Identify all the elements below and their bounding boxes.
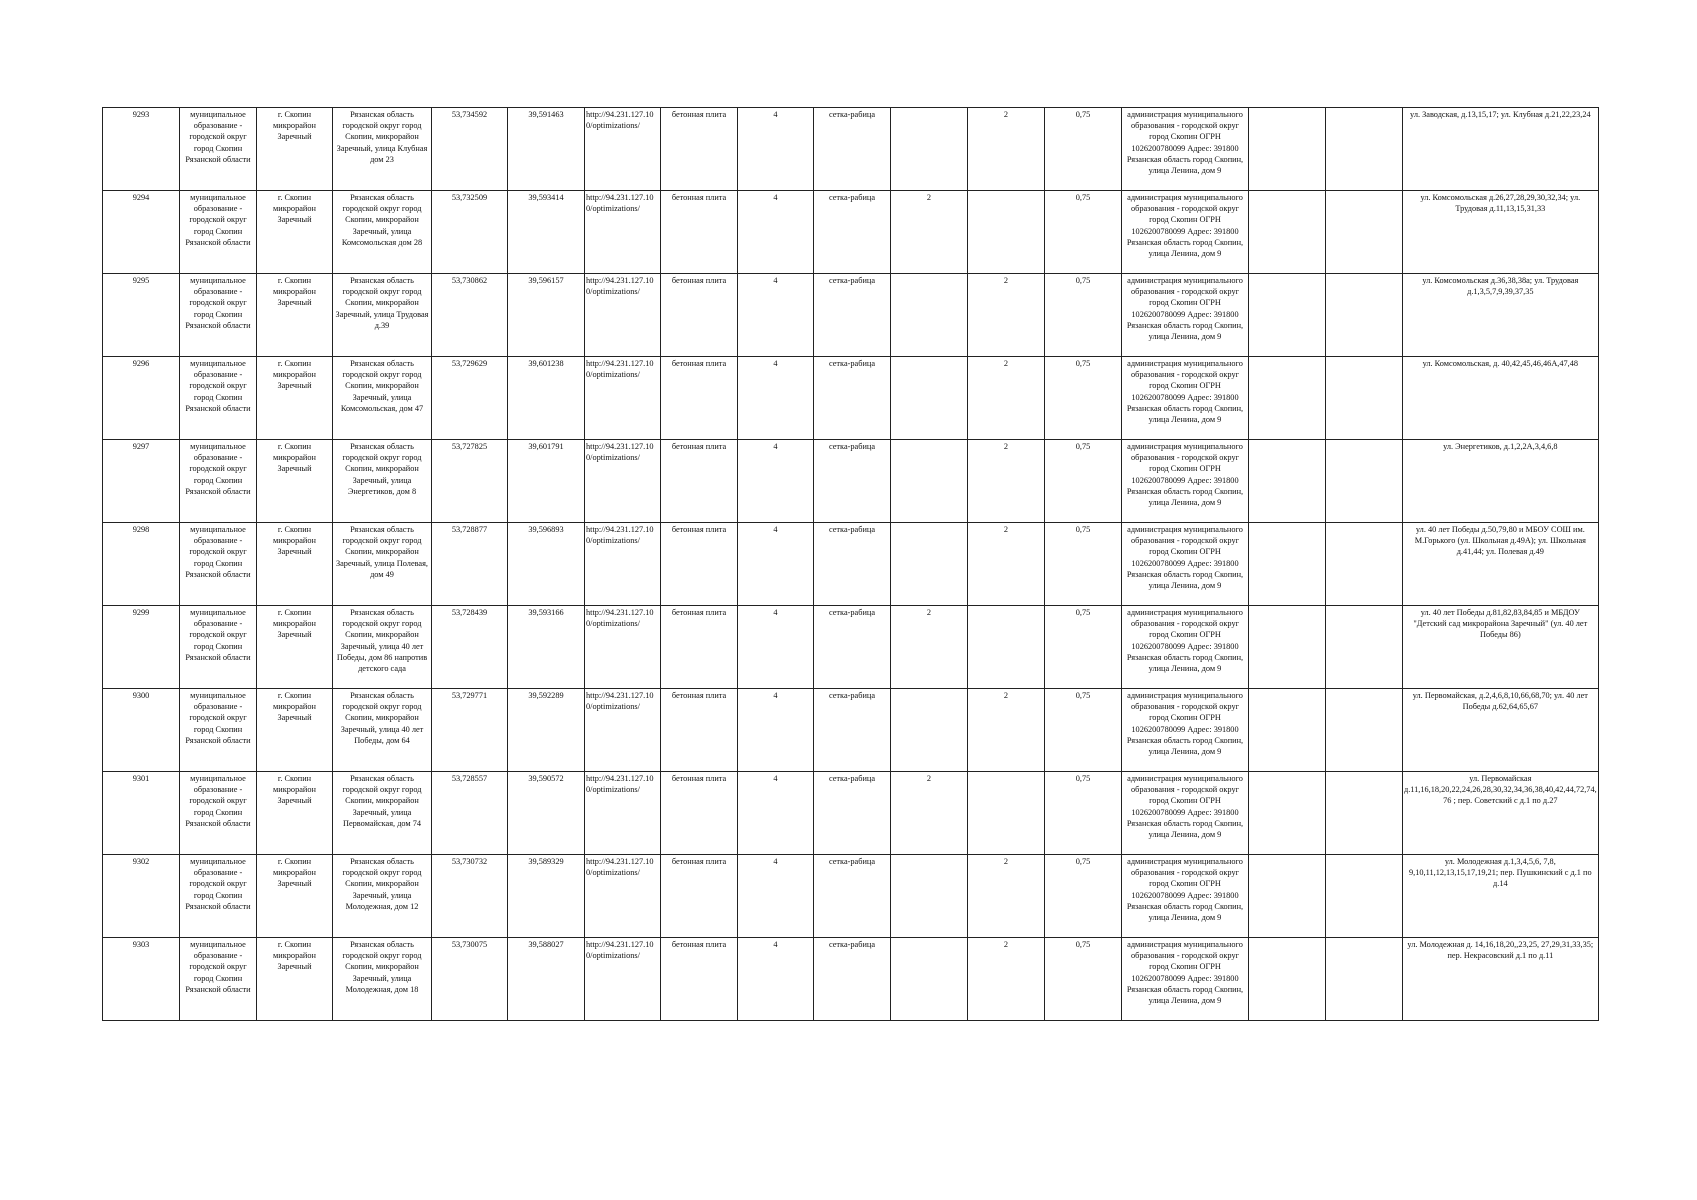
volume-cell: 0,75 <box>1045 772 1122 855</box>
area-cell: 4 <box>738 523 814 606</box>
surface-cell: бетонная плита <box>661 523 738 606</box>
fence-cell: сетка-рабица <box>814 689 891 772</box>
owner-cell: администрация муниципального образования - городской округ город Скопин ОГРН 1026200780099 Адрес: 391800 Рязанская область город Скопин, улица Ленина, дом 9 <box>1122 108 1249 191</box>
owner-cell: администрация муниципального образования - городской округ город Скопин ОГРН 1026200780099 Адрес: 391800 Рязанская область город Скопин, улица Ленина, дом 9 <box>1122 357 1249 440</box>
containers-a-cell <box>891 108 968 191</box>
volume-cell: 0,75 <box>1045 855 1122 938</box>
containers-b-cell <box>968 772 1045 855</box>
site-number-cell: 9300 <box>103 689 180 772</box>
containers-a-cell: 2 <box>891 191 968 274</box>
owner-cell: администрация муниципального образования - городской округ город Скопин ОГРН 1026200780099 Адрес: 391800 Рязанская область город Скопин, улица Ленина, дом 9 <box>1122 938 1249 1021</box>
site-number-cell: 9298 <box>103 523 180 606</box>
site-address-cell: Рязанская область городской округ город Скопин, микрорайон Заречный, улица Молодежная, дом 18 <box>333 938 432 1021</box>
empty-cell-2 <box>1326 440 1403 523</box>
latitude-cell: 53,730075 <box>432 938 508 1021</box>
site-number-cell: 9297 <box>103 440 180 523</box>
served-objects-cell: ул. Молодежная д. 14,16,18,20,,23,25, 27,29,31,33,35; пер. Некрасовский д.1 по д.11 <box>1403 938 1599 1021</box>
containers-b-cell: 2 <box>968 357 1045 440</box>
site-address-cell: Рязанская область городской округ город Скопин, микрорайон Заречный, улица Комсомольская дом 28 <box>333 191 432 274</box>
empty-cell-1 <box>1249 855 1326 938</box>
latitude-cell: 53,729629 <box>432 357 508 440</box>
owner-cell: администрация муниципального образования - городской округ город Скопин ОГРН 1026200780099 Адрес: 391800 Рязанская область город Скопин, улица Ленина, дом 9 <box>1122 440 1249 523</box>
table-row <box>103 689 1599 772</box>
locality-cell: г. Скопин микрорайон Заречный <box>257 772 333 855</box>
owner-cell: администрация муниципального образования - городской округ город Скопин ОГРН 1026200780099 Адрес: 391800 Рязанская область город Скопин, улица Ленина, дом 9 <box>1122 606 1249 689</box>
latitude-cell: 53,728877 <box>432 523 508 606</box>
site-number-cell: 9301 <box>103 772 180 855</box>
containers-b-cell: 2 <box>968 938 1045 1021</box>
site-address-cell: Рязанская область городской округ город Скопин, микрорайон Заречный, улица Комсомольская, дом 47 <box>333 357 432 440</box>
volume-cell: 0,75 <box>1045 440 1122 523</box>
containers-b-cell: 2 <box>968 440 1045 523</box>
longitude-cell: 39,593414 <box>508 191 585 274</box>
latitude-cell: 53,729771 <box>432 689 508 772</box>
owner-cell: администрация муниципального образования - городской округ город Скопин ОГРН 1026200780099 Адрес: 391800 Рязанская область город Скопин, улица Ленина, дом 9 <box>1122 772 1249 855</box>
longitude-cell: 39,588027 <box>508 938 585 1021</box>
empty-cell-2 <box>1326 357 1403 440</box>
surface-cell: бетонная плита <box>661 938 738 1021</box>
surface-cell: бетонная плита <box>661 772 738 855</box>
volume-cell: 0,75 <box>1045 689 1122 772</box>
municipality-cell: муниципальное образование - городской округ город Скопин Рязанской области <box>180 274 257 357</box>
latitude-cell: 53,728439 <box>432 606 508 689</box>
empty-cell-1 <box>1249 357 1326 440</box>
map-link-cell: http://94.231.127.100/optimizations/ <box>585 108 661 191</box>
site-number-cell: 9293 <box>103 108 180 191</box>
containers-b-cell <box>968 191 1045 274</box>
longitude-cell: 39,590572 <box>508 772 585 855</box>
locality-cell: г. Скопин микрорайон Заречный <box>257 938 333 1021</box>
area-cell: 4 <box>738 606 814 689</box>
containers-a-cell <box>891 689 968 772</box>
area-cell: 4 <box>738 274 814 357</box>
longitude-cell: 39,596893 <box>508 523 585 606</box>
containers-a-cell <box>891 357 968 440</box>
site-address-cell: Рязанская область городской округ город Скопин, микрорайон Заречный, улица 40 лет Победы, дом 64 <box>333 689 432 772</box>
municipality-cell: муниципальное образование - городской округ город Скопин Рязанской области <box>180 938 257 1021</box>
empty-cell-1 <box>1249 689 1326 772</box>
containers-b-cell: 2 <box>968 108 1045 191</box>
locality-cell: г. Скопин микрорайон Заречный <box>257 440 333 523</box>
surface-cell: бетонная плита <box>661 274 738 357</box>
site-number-cell: 9302 <box>103 855 180 938</box>
site-number-cell: 9295 <box>103 274 180 357</box>
map-link-cell: http://94.231.127.100/optimizations/ <box>585 523 661 606</box>
registry-table <box>102 107 1599 1021</box>
locality-cell: г. Скопин микрорайон Заречный <box>257 357 333 440</box>
surface-cell: бетонная плита <box>661 191 738 274</box>
map-link-cell: http://94.231.127.100/optimizations/ <box>585 689 661 772</box>
table-row <box>103 855 1599 938</box>
empty-cell-1 <box>1249 108 1326 191</box>
surface-cell: бетонная плита <box>661 357 738 440</box>
empty-cell-1 <box>1249 938 1326 1021</box>
area-cell: 4 <box>738 440 814 523</box>
owner-cell: администрация муниципального образования - городской округ город Скопин ОГРН 1026200780099 Адрес: 391800 Рязанская область город Скопин, улица Ленина, дом 9 <box>1122 689 1249 772</box>
fence-cell: сетка-рабица <box>814 606 891 689</box>
empty-cell-2 <box>1326 606 1403 689</box>
surface-cell: бетонная плита <box>661 689 738 772</box>
map-link-cell: http://94.231.127.100/optimizations/ <box>585 772 661 855</box>
locality-cell: г. Скопин микрорайон Заречный <box>257 108 333 191</box>
containers-b-cell: 2 <box>968 274 1045 357</box>
table-row <box>103 523 1599 606</box>
longitude-cell: 39,589329 <box>508 855 585 938</box>
containers-a-cell <box>891 440 968 523</box>
map-link-cell: http://94.231.127.100/optimizations/ <box>585 855 661 938</box>
empty-cell-1 <box>1249 191 1326 274</box>
municipality-cell: муниципальное образование - городской округ город Скопин Рязанской области <box>180 108 257 191</box>
area-cell: 4 <box>738 689 814 772</box>
owner-cell: администрация муниципального образования - городской округ город Скопин ОГРН 1026200780099 Адрес: 391800 Рязанская область город Скопин, улица Ленина, дом 9 <box>1122 523 1249 606</box>
served-objects-cell: ул. Заводская, д.13,15,17; ул. Клубная д.21,22,23,24 <box>1403 108 1599 191</box>
owner-cell: администрация муниципального образования - городской округ город Скопин ОГРН 1026200780099 Адрес: 391800 Рязанская область город Скопин, улица Ленина, дом 9 <box>1122 191 1249 274</box>
longitude-cell: 39,601791 <box>508 440 585 523</box>
volume-cell: 0,75 <box>1045 523 1122 606</box>
longitude-cell: 39,591463 <box>508 108 585 191</box>
served-objects-cell: ул. Комсомольская д.26,27,28,29,30,32,34; ул. Трудовая д.11,13,15,31,33 <box>1403 191 1599 274</box>
table-row <box>103 440 1599 523</box>
fence-cell: сетка-рабица <box>814 938 891 1021</box>
area-cell: 4 <box>738 191 814 274</box>
municipality-cell: муниципальное образование - городской округ город Скопин Рязанской области <box>180 357 257 440</box>
municipality-cell: муниципальное образование - городской округ город Скопин Рязанской области <box>180 440 257 523</box>
map-link-cell: http://94.231.127.100/optimizations/ <box>585 191 661 274</box>
municipality-cell: муниципальное образование - городской округ город Скопин Рязанской области <box>180 191 257 274</box>
containers-a-cell: 2 <box>891 606 968 689</box>
locality-cell: г. Скопин микрорайон Заречный <box>257 191 333 274</box>
fence-cell: сетка-рабица <box>814 523 891 606</box>
longitude-cell: 39,596157 <box>508 274 585 357</box>
site-address-cell: Рязанская область городской округ город Скопин, микрорайон Заречный, улица Молодежная, дом 12 <box>333 855 432 938</box>
empty-cell-2 <box>1326 689 1403 772</box>
containers-b-cell: 2 <box>968 855 1045 938</box>
fence-cell: сетка-рабица <box>814 440 891 523</box>
table-row <box>103 606 1599 689</box>
site-address-cell: Рязанская область городской округ город Скопин, микрорайон Заречный, улица Первомайская, дом 74 <box>333 772 432 855</box>
table-row <box>103 772 1599 855</box>
containers-b-cell: 2 <box>968 523 1045 606</box>
locality-cell: г. Скопин микрорайон Заречный <box>257 689 333 772</box>
served-objects-cell: ул. Комсомольская д.36,38,38а; ул. Трудовая д.1,3,5,7,9,39,37,35 <box>1403 274 1599 357</box>
map-link-cell: http://94.231.127.100/optimizations/ <box>585 440 661 523</box>
longitude-cell: 39,593166 <box>508 606 585 689</box>
latitude-cell: 53,730862 <box>432 274 508 357</box>
area-cell: 4 <box>738 357 814 440</box>
locality-cell: г. Скопин микрорайон Заречный <box>257 606 333 689</box>
table-row <box>103 108 1599 191</box>
municipality-cell: муниципальное образование - городской округ город Скопин Рязанской области <box>180 772 257 855</box>
latitude-cell: 53,732509 <box>432 191 508 274</box>
empty-cell-2 <box>1326 274 1403 357</box>
table-row <box>103 191 1599 274</box>
owner-cell: администрация муниципального образования - городской округ город Скопин ОГРН 1026200780099 Адрес: 391800 Рязанская область город Скопин, улица Ленина, дом 9 <box>1122 274 1249 357</box>
site-number-cell: 9303 <box>103 938 180 1021</box>
surface-cell: бетонная плита <box>661 606 738 689</box>
surface-cell: бетонная плита <box>661 108 738 191</box>
owner-cell: администрация муниципального образования - городской округ город Скопин ОГРН 1026200780099 Адрес: 391800 Рязанская область город Скопин, улица Ленина, дом 9 <box>1122 855 1249 938</box>
containers-a-cell <box>891 523 968 606</box>
latitude-cell: 53,730732 <box>432 855 508 938</box>
site-number-cell: 9299 <box>103 606 180 689</box>
empty-cell-2 <box>1326 523 1403 606</box>
map-link-cell: http://94.231.127.100/optimizations/ <box>585 938 661 1021</box>
fence-cell: сетка-рабица <box>814 191 891 274</box>
site-address-cell: Рязанская область городской округ город Скопин, микрорайон Заречный, улица Трудовая д.39 <box>333 274 432 357</box>
table-row <box>103 357 1599 440</box>
longitude-cell: 39,592289 <box>508 689 585 772</box>
table-row <box>103 274 1599 357</box>
empty-cell-1 <box>1249 440 1326 523</box>
area-cell: 4 <box>738 938 814 1021</box>
site-number-cell: 9294 <box>103 191 180 274</box>
area-cell: 4 <box>738 108 814 191</box>
volume-cell: 0,75 <box>1045 274 1122 357</box>
served-objects-cell: ул. Первомайская д.11,16,18,20,22,24,26,28,30,32,34,36,38,40,42,44,72,74, 76 ; пер. Советский с д.1 по д.27 <box>1403 772 1599 855</box>
containers-a-cell: 2 <box>891 772 968 855</box>
fence-cell: сетка-рабица <box>814 108 891 191</box>
site-address-cell: Рязанская область городской округ город Скопин, микрорайон Заречный, улица Энергетиков, дом 8 <box>333 440 432 523</box>
empty-cell-2 <box>1326 855 1403 938</box>
map-link-cell: http://94.231.127.100/optimizations/ <box>585 357 661 440</box>
table-row <box>103 938 1599 1021</box>
empty-cell-2 <box>1326 772 1403 855</box>
containers-a-cell <box>891 274 968 357</box>
map-link-cell: http://94.231.127.100/optimizations/ <box>585 606 661 689</box>
longitude-cell: 39,601238 <box>508 357 585 440</box>
empty-cell-1 <box>1249 772 1326 855</box>
empty-cell-2 <box>1326 108 1403 191</box>
site-address-cell: Рязанская область городской округ город Скопин, микрорайон Заречный, улица Клубная дом 23 <box>333 108 432 191</box>
fence-cell: сетка-рабица <box>814 274 891 357</box>
containers-a-cell <box>891 855 968 938</box>
latitude-cell: 53,728557 <box>432 772 508 855</box>
site-number-cell: 9296 <box>103 357 180 440</box>
empty-cell-1 <box>1249 606 1326 689</box>
served-objects-cell: ул. Комсомольская, д. 40,42,45,46,46А,47,48 <box>1403 357 1599 440</box>
site-address-cell: Рязанская область городской округ город Скопин, микрорайон Заречный, улица Полевая, дом 49 <box>333 523 432 606</box>
served-objects-cell: ул. Энергетиков, д.1,2,2А,3,4,6,8 <box>1403 440 1599 523</box>
fence-cell: сетка-рабица <box>814 357 891 440</box>
fence-cell: сетка-рабица <box>814 772 891 855</box>
empty-cell-2 <box>1326 191 1403 274</box>
latitude-cell: 53,734592 <box>432 108 508 191</box>
municipality-cell: муниципальное образование - городской округ город Скопин Рязанской области <box>180 606 257 689</box>
locality-cell: г. Скопин микрорайон Заречный <box>257 274 333 357</box>
volume-cell: 0,75 <box>1045 108 1122 191</box>
locality-cell: г. Скопин микрорайон Заречный <box>257 855 333 938</box>
empty-cell-1 <box>1249 523 1326 606</box>
locality-cell: г. Скопин микрорайон Заречный <box>257 523 333 606</box>
served-objects-cell: ул. Молодежная д.1,3,4,5,6, 7,8, 9,10,11,12,13,15,17,19,21; пер. Пушкинский с д.1 по д.14 <box>1403 855 1599 938</box>
volume-cell: 0,75 <box>1045 606 1122 689</box>
latitude-cell: 53,727825 <box>432 440 508 523</box>
area-cell: 4 <box>738 772 814 855</box>
municipality-cell: муниципальное образование - городской округ город Скопин Рязанской области <box>180 855 257 938</box>
fence-cell: сетка-рабица <box>814 855 891 938</box>
municipality-cell: муниципальное образование - городской округ город Скопин Рязанской области <box>180 689 257 772</box>
site-address-cell: Рязанская область городской округ город Скопин, микрорайон Заречный, улица 40 лет Победы, дом 86 напротив детского сада <box>333 606 432 689</box>
empty-cell-1 <box>1249 274 1326 357</box>
municipality-cell: муниципальное образование - городской округ город Скопин Рязанской области <box>180 523 257 606</box>
containers-a-cell <box>891 938 968 1021</box>
served-objects-cell: ул. 40 лет Победы д.81,82,83,84,85 и МБДОУ "Детский сад микрорайона Заречный" (ул. 40 лет Победы 86) <box>1403 606 1599 689</box>
map-link-cell: http://94.231.127.100/optimizations/ <box>585 274 661 357</box>
containers-b-cell: 2 <box>968 689 1045 772</box>
volume-cell: 0,75 <box>1045 938 1122 1021</box>
empty-cell-2 <box>1326 938 1403 1021</box>
containers-b-cell <box>968 606 1045 689</box>
served-objects-cell: ул. Первомайская, д.2,4,6,8,10,66,68,70; ул. 40 лет Победы д.62,64,65,67 <box>1403 689 1599 772</box>
volume-cell: 0,75 <box>1045 357 1122 440</box>
area-cell: 4 <box>738 855 814 938</box>
served-objects-cell: ул. 40 лет Победы д.50,79,80 и МБОУ СОШ им. М.Горького (ул. Школьная д.49А); ул. Школьная д.41,44; ул. Полевая д.49 <box>1403 523 1599 606</box>
volume-cell: 0,75 <box>1045 191 1122 274</box>
surface-cell: бетонная плита <box>661 440 738 523</box>
table-body <box>103 108 1599 1021</box>
surface-cell: бетонная плита <box>661 855 738 938</box>
